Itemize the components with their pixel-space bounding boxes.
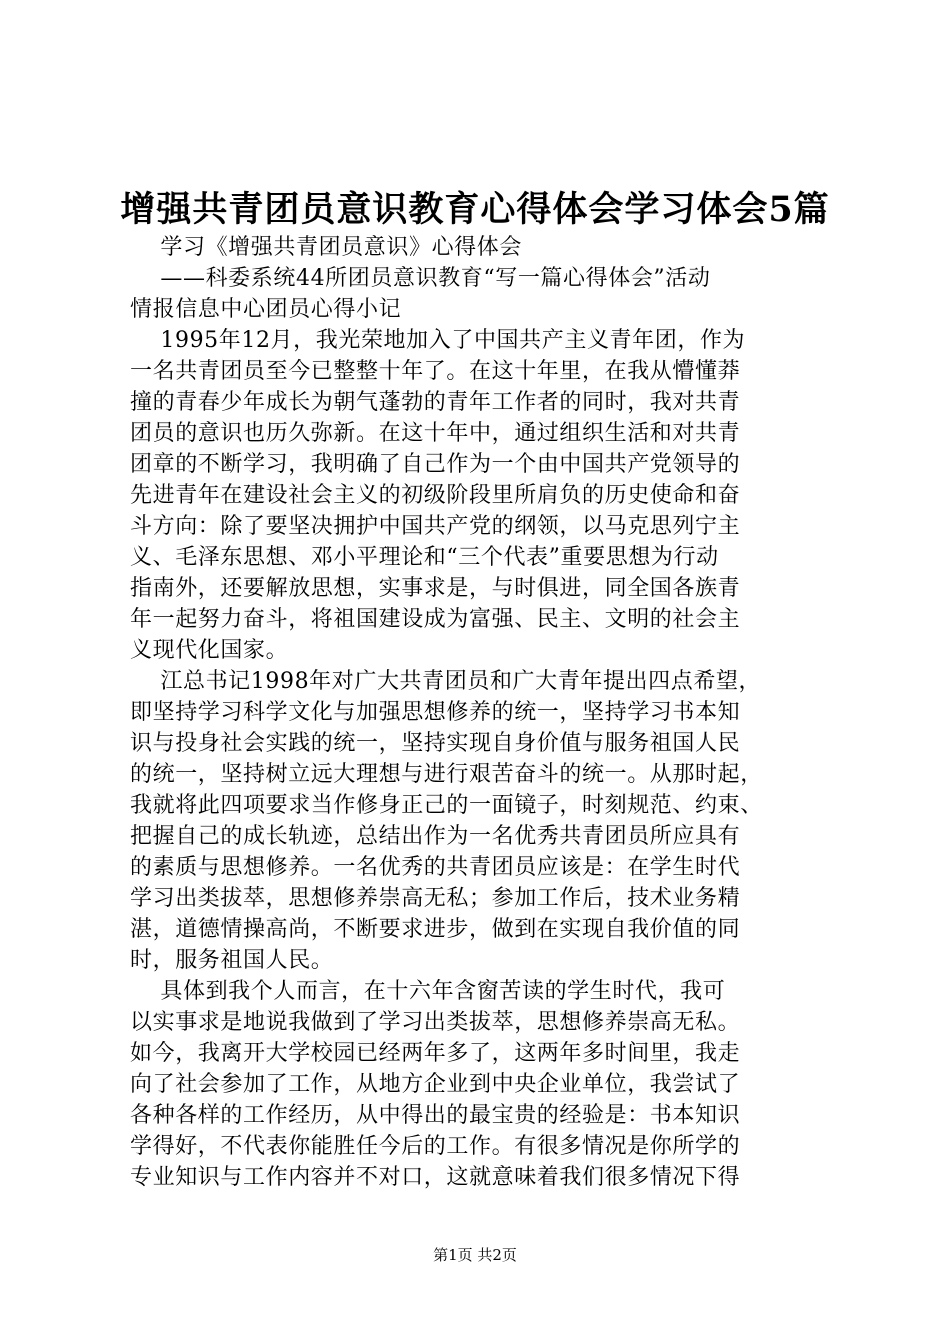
- text-line: 江总书记1998年对广大共青团员和广大青年提出四点希望，: [130, 669, 762, 694]
- text-line: 学习出类拔萃，思想修养崇高无私；参加工作后，技术业务精: [130, 886, 741, 911]
- text-line: 情报信息中心团员心得小记: [130, 297, 402, 322]
- text-line: 的素质与思想修养。一名优秀的共青团员应该是：在学生时代: [130, 855, 741, 880]
- text-line: 团员的意识也历久弥新。在这十年中，通过组织生活和对共青: [130, 421, 741, 446]
- text-line: 即坚持学习科学文化与加强思想修养的统一，坚持学习书本知: [130, 700, 741, 725]
- text-line: 学得好，不代表你能胜任今后的工作。有很多情况是你所学的: [130, 1134, 741, 1159]
- text-line: 一名共青团员至今已整整十年了。在这十年里，在我从懵懂莽: [130, 359, 741, 384]
- text-line: 以实事求是地说我做到了学习出类拔萃，思想修养崇高无私。: [130, 1010, 741, 1035]
- text-line: 义、毛泽东思想、邓小平理论和“三个代表”重要思想为行动: [130, 545, 719, 570]
- text-line: 我就将此四项要求当作修身正己的一面镜子，时刻规范、约束、: [130, 793, 763, 818]
- text-line: 具体到我个人而言，在十六年含窗苦读的学生时代，我可: [130, 979, 726, 1004]
- text-line: 的统一，坚持树立远大理想与进行艰苦奋斗的统一。从那时起，: [130, 762, 763, 787]
- text-line: 团章的不断学习，我明确了自己作为一个由中国共产党领导的: [130, 452, 741, 477]
- document-title: 增强共青团员意识教育心得体会学习体会5篇: [120, 189, 830, 230]
- text-line: 各种各样的工作经历，从中得出的最宝贵的经验是：书本知识: [130, 1103, 741, 1128]
- text-line: 识与投身社会实践的统一，坚持实现自身价值与服务祖国人民: [130, 731, 741, 756]
- text-line: 如今，我离开大学校园已经两年多了，这两年多时间里，我走: [130, 1041, 741, 1066]
- text-line: 专业知识与工作内容并不对口，这就意味着我们很多情况下得: [130, 1165, 741, 1190]
- text-line: 撞的青春少年成长为朝气蓬勃的青年工作者的同时，我对共青: [130, 390, 741, 415]
- text-line: ——科委系统44所团员意识教育“写一篇心得体会”活动: [130, 266, 711, 291]
- text-line: 指南外，还要解放思想，实事求是，与时俱进，同全国各族青: [130, 576, 741, 601]
- text-line: 学习《增强共青团员意识》心得体会: [130, 235, 522, 260]
- page-number-footer: 第1页 共2页: [433, 1246, 517, 1264]
- text-line: 斗方向：除了要坚决拥护中国共产党的纲领，以马克思列宁主: [130, 514, 741, 539]
- text-line: 义现代化国家。: [130, 638, 289, 663]
- text-line: 把握自己的成长轨迹，总结出作为一名优秀共青团员所应具有: [130, 824, 741, 849]
- text-line: 时，服务祖国人民。: [130, 948, 334, 973]
- document-body: [130, 232, 832, 1193]
- text-line: 先进青年在建设社会主义的初级阶段里所肩负的历史使命和奋: [130, 483, 741, 508]
- text-line: 向了社会参加了工作，从地方企业到中央企业单位，我尝试了: [130, 1072, 741, 1097]
- text-line: 1995年12月，我光荣地加入了中国共产主义青年团，作为: [130, 328, 746, 353]
- text-line: 湛，道德情操高尚，不断要求进步，做到在实现自我价值的同: [130, 917, 741, 942]
- text-line: 年一起努力奋斗，将祖国建设成为富强、民主、文明的社会主: [130, 607, 741, 632]
